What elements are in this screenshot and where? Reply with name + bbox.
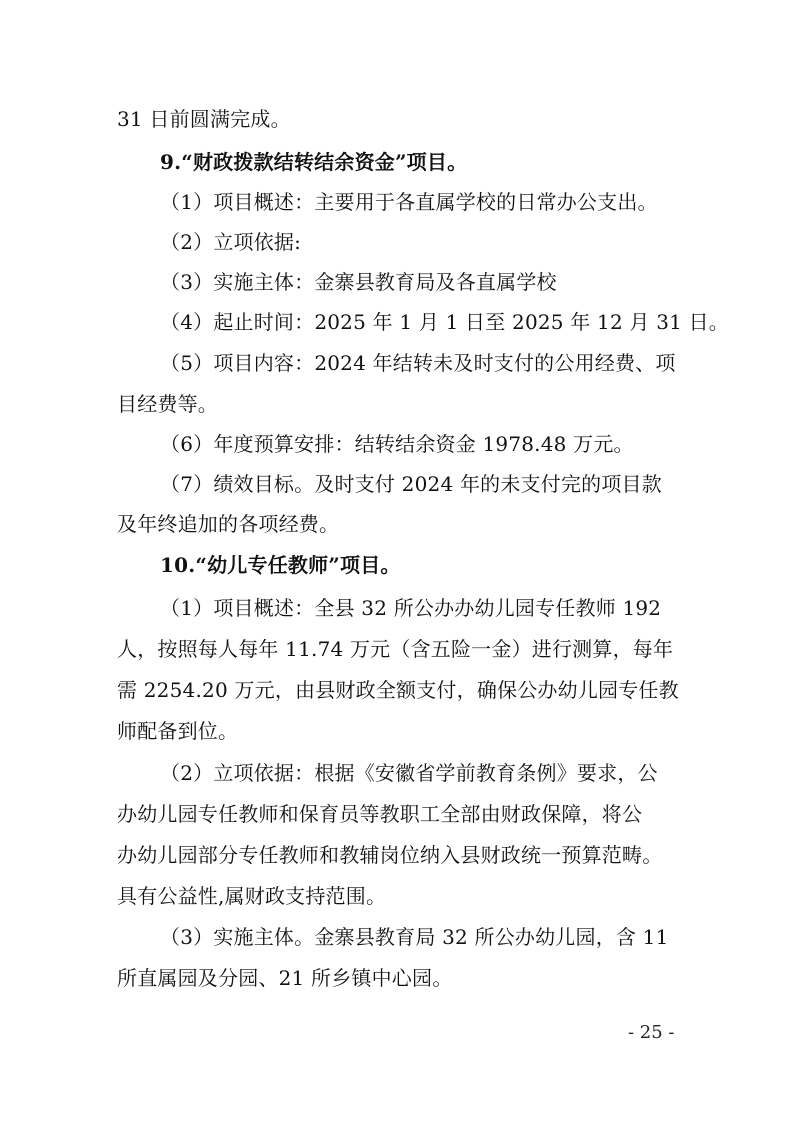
section-10-basis-line-1: （2）立项依据：根据《安徽省学前教育条例》要求，公 [160,761,658,785]
section-10-basis-line-3: 办幼儿园部分专任教师和教辅岗位纳入县财政统一预算范畴。 [117,843,663,867]
section-10-entity-line-1: （3）实施主体。金寨县教育局 32 所公办幼儿园，含 11 [160,925,669,949]
section-9-content-line-1: （5）项目内容：2024 年结转未及时支付的公用经费、项 [160,351,676,375]
section-9-overview: （1）项目概述：主要用于各直属学校的日常办公支出。 [160,190,658,214]
section-9-heading: 9.“财政拨款结转结余资金”项目。 [160,150,468,174]
continuation-text: 31 日前圆满完成。 [117,107,291,131]
section-9-content-line-2: 目经费等。 [117,392,218,416]
section-9-goal-line-2: 及年终追加的各项经费。 [117,512,340,536]
section-9-goal-line-1: （7）绩效目标。及时支付 2024 年的未支付完的项目款 [160,472,662,496]
section-9-budget: （6）年度预算安排：结转结余资金 1978.48 万元。 [160,432,634,456]
page-number: - 25 - [628,1022,675,1043]
section-10-overview-line-1: （1）项目概述：全县 32 所公办办幼儿园专任教师 192 [160,596,662,620]
section-10-overview-line-3: 需 2254.20 万元，由县财政全额支付，确保公办幼儿园专任教 [117,678,679,702]
section-10-entity-line-2: 所直属园及分园、21 所乡镇中心园。 [117,966,453,990]
section-9-period: （4）起止时间：2025 年 1 月 1 日至 2025 年 12 月 31 日。 [160,310,730,334]
section-10-basis-line-4: 具有公益性,属财政支持范围。 [117,884,387,908]
section-10-overview-line-4: 师配备到位。 [117,719,239,743]
section-10-basis-line-2: 办幼儿园专任教师和保育员等教职工全部由财政保障，将公 [117,802,643,826]
section-9-entity: （3）实施主体：金寨县教育局及各直属学校 [160,270,557,294]
section-10-overview-line-2: 人，按照每人每年 11.74 万元（含五险一金）进行测算，每年 [117,637,674,661]
section-10-heading: 10.“幼儿专任教师”项目。 [160,553,401,577]
section-9-basis: （2）立项依据: [160,230,302,254]
